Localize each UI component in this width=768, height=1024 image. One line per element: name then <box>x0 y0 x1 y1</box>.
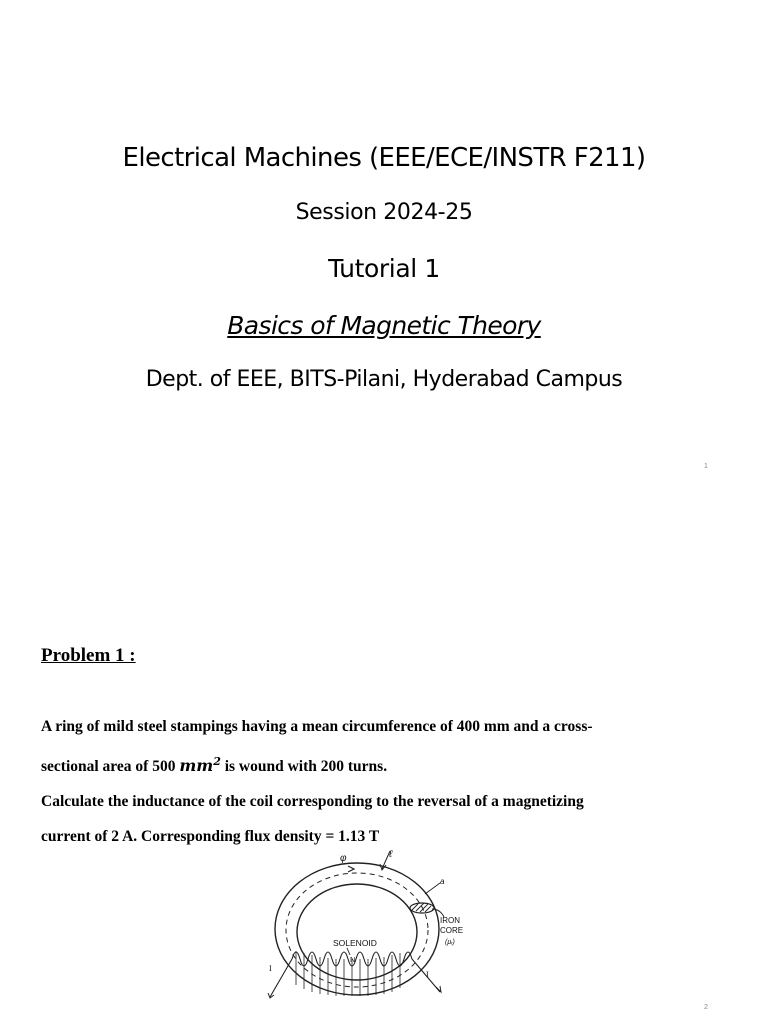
area-unit-exponent: 2 <box>213 755 221 768</box>
left-lead-wire <box>270 959 292 997</box>
problem-line-4: current of 2 A. Corresponding flux density = 1.13 T <box>41 828 380 846</box>
turns-label: N <box>350 955 356 964</box>
page-number: 1 <box>704 463 708 470</box>
length-label: ℓ <box>389 849 393 860</box>
problem-line-2 <box>41 744 741 784</box>
tutorial-topic: Basics of Magnetic Theory <box>227 311 541 340</box>
flux-arrow-icon <box>348 866 354 872</box>
problem-line-2-pre: sectional area of 500 <box>41 758 180 776</box>
current-left-label: I <box>269 964 272 973</box>
page-number: 2 <box>704 1004 708 1011</box>
core-label: CORE <box>440 926 464 935</box>
session-label: Session 2024-25 <box>295 200 473 225</box>
department-label: Dept. of EEE, BITS-Pilani, Hyderabad Campus <box>145 367 623 392</box>
current-right-label: I <box>426 970 429 979</box>
title-slide <box>0 0 768 485</box>
problem-line-1: A ring of mild steel stampings having a mean circumference of 400 mm and a cross- <box>41 718 593 735</box>
toroid-figure <box>262 847 482 1007</box>
flux-path <box>286 873 428 987</box>
problem-statement <box>41 709 741 854</box>
toroid-outer-ring <box>275 863 439 995</box>
permeability-label: (μᵣ) <box>445 939 455 946</box>
iron-label: IRON <box>440 916 460 925</box>
flux-label: φ <box>340 853 347 864</box>
problem-heading: Problem 1 : <box>41 645 136 666</box>
course-title: Electrical Machines (EEE/ECE/INSTR F211) <box>122 143 646 173</box>
area-unit: mm <box>179 756 214 776</box>
tutorial-number: Tutorial 1 <box>328 254 440 283</box>
area-label: a <box>440 877 445 886</box>
solenoid-label: SOLENOID <box>333 938 377 948</box>
problem-slide <box>0 485 768 1024</box>
problem-line-2-post: is wound with 200 turns. <box>220 758 388 776</box>
problem-line-3: Calculate the inductance of the coil corresponding to the reversal of a magnetizing <box>41 793 584 811</box>
